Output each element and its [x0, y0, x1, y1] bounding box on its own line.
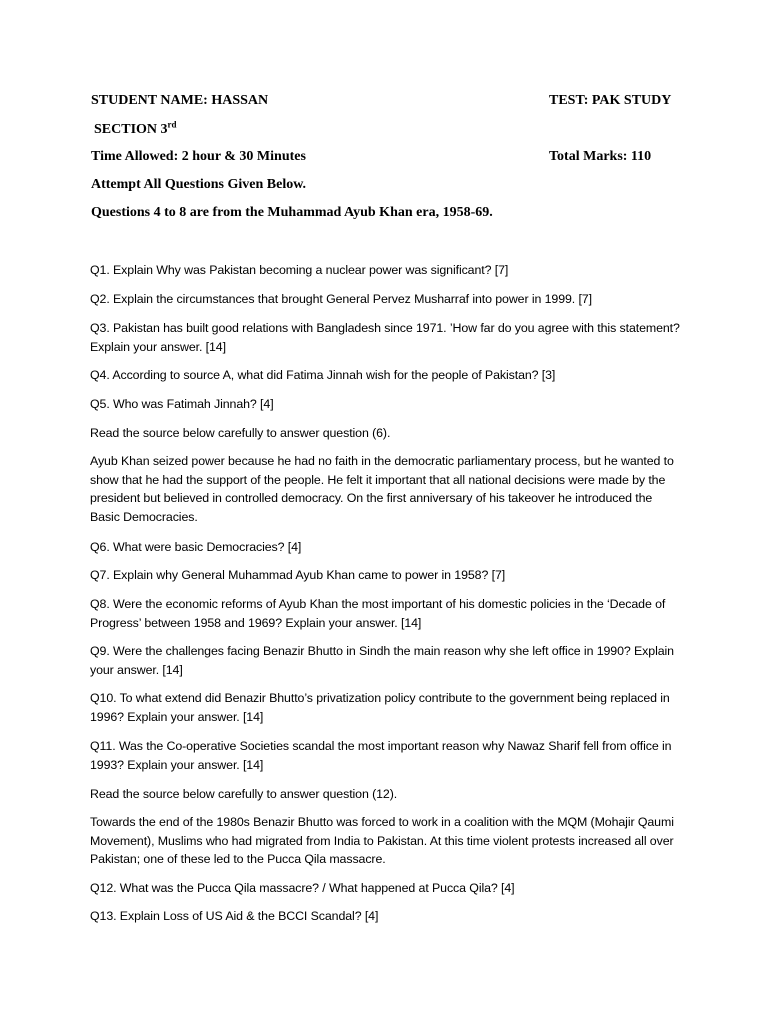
header-row-3	[91, 148, 691, 166]
section-label	[94, 121, 694, 139]
question-9: Q9. Were the challenges facing Benazir Bhutto in Sindh the main reason why she left office in 1990? Explain your answer. [14]	[90, 644, 674, 677]
question-10: Q10. To what extend did Benazir Bhutto’s privatization policy contribute to the government being replaced in 1996? Explain your answer. [14]	[90, 691, 670, 724]
read-instruction-12: Read the source below carefully to answer question (12).	[90, 787, 398, 801]
question-5: Q5. Who was Fatimah Jinnah? [4]	[90, 397, 274, 411]
student-name: STUDENT NAME: HASSAN	[91, 93, 269, 108]
time-allowed: Time Allowed: 2 hour & 30 Minutes	[91, 149, 306, 164]
source-passage-6: Ayub Khan seized power because he had no faith in the democratic parliamentary process, but he wanted to show that he had the support of the people. He felt it important that all national decisions were made by the president but believed in controlled democracy. On the first anniversary of his takeover he introduced the Basic Democracies.	[90, 454, 674, 524]
test-name: TEST: PAK STUDY	[549, 93, 672, 108]
instruction: Attempt All Questions Given Below.	[91, 177, 307, 192]
question-1: Q1. Explain Why was Pakistan becoming a nuclear power was significant? [7]	[90, 263, 509, 277]
question-2: Q2. Explain the circumstances that brought General Pervez Musharraf into power in 1999. [7]	[90, 292, 592, 306]
read-instruction-6: Read the source below carefully to answer question (6).	[90, 426, 391, 440]
question-12: Q12. What was the Pucca Qila massacre? / What happened at Pucca Qila? [4]	[90, 881, 515, 895]
question-7: Q7. Explain why General Muhammad Ayub Khan came to power in 1958? [7]	[90, 568, 506, 582]
question-4: Q4. According to source A, what did Fatima Jinnah wish for the people of Pakistan? [3]	[90, 368, 556, 382]
era-note: Questions 4 to 8 are from the Muhammad Ayub Khan era, 1958-69.	[91, 205, 493, 220]
question-11: Q11. Was the Co-operative Societies scandal the most important reason why Nawaz Sharif fell from office in 1993? Explain your answer. [14]	[90, 739, 672, 772]
question-6: Q6. What were basic Democracies? [4]	[90, 540, 302, 554]
header-row-1	[91, 92, 691, 110]
total-marks: Total Marks: 110	[549, 149, 652, 164]
section-text: SECTION 3	[94, 122, 168, 137]
question-13: Q13. Explain Loss of US Aid & the BCCI Scandal? [4]	[90, 909, 379, 923]
question-3: Q3. Pakistan has built good relations with Bangladesh since 1971. ’How far do you agree with this statement? Explain your answer. [14]	[90, 321, 680, 354]
section-suffix: rd	[167, 119, 177, 130]
question-8: Q8. Were the economic reforms of Ayub Khan the most important of his domestic policies in the ‘Decade of Progress’ between 1958 and 1969? Explain your answer. [14]	[90, 597, 666, 630]
source-passage-12: Towards the end of the 1980s Benazir Bhutto was forced to work in a coalition with the MQM (Mohajir Qaumi Movement), Muslims who had migrated from India to Pakistan. At this time violent protests increased all over Pakistan; one of these led to the Pucca Qila massacre.	[90, 815, 674, 866]
